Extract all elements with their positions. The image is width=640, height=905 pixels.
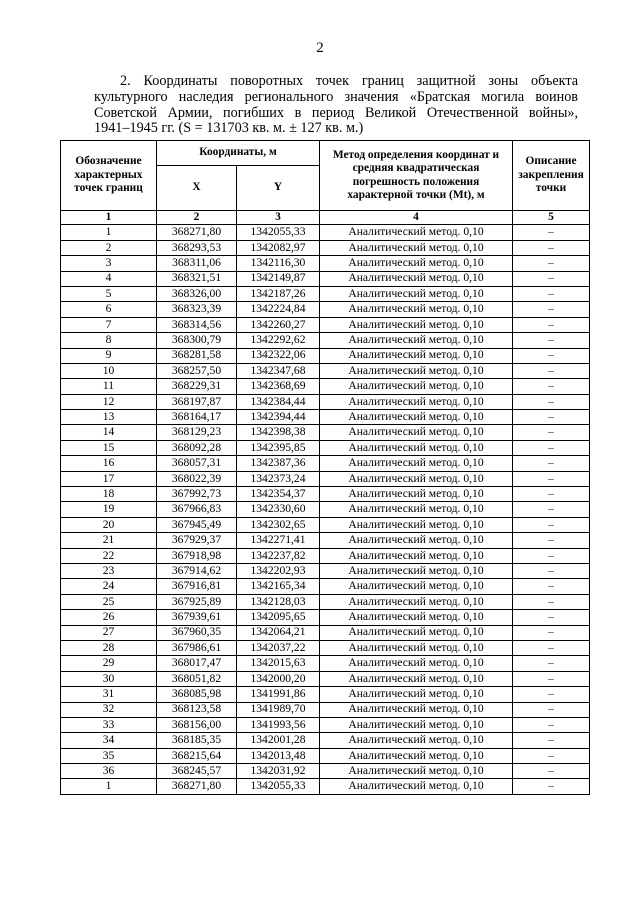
coord-y: 1342116,30 bbox=[237, 256, 320, 271]
method-cell: Аналитический метод. 0,10 bbox=[320, 502, 513, 517]
coord-y: 1342095,65 bbox=[237, 610, 320, 625]
description-cell: – bbox=[513, 671, 590, 686]
description-cell: – bbox=[513, 240, 590, 255]
coord-y: 1342064,21 bbox=[237, 625, 320, 640]
description-cell: – bbox=[513, 656, 590, 671]
point-number: 2 bbox=[61, 240, 157, 255]
coord-x: 368314,56 bbox=[157, 317, 237, 332]
coord-y: 1342271,41 bbox=[237, 533, 320, 548]
coord-x: 368051,82 bbox=[157, 671, 237, 686]
table-row bbox=[61, 256, 590, 271]
coord-x: 368057,31 bbox=[157, 456, 237, 471]
coord-y: 1342237,82 bbox=[237, 548, 320, 563]
description-cell: – bbox=[513, 379, 590, 394]
coord-x: 368257,50 bbox=[157, 363, 237, 378]
description-cell: – bbox=[513, 702, 590, 717]
table-row bbox=[61, 502, 590, 517]
point-number: 8 bbox=[61, 333, 157, 348]
method-cell: Аналитический метод. 0,10 bbox=[320, 748, 513, 763]
description-cell: – bbox=[513, 779, 590, 794]
table-row bbox=[61, 302, 590, 317]
point-number: 5 bbox=[61, 286, 157, 301]
table-row bbox=[61, 487, 590, 502]
method-cell: Аналитический метод. 0,10 bbox=[320, 671, 513, 686]
method-cell: Аналитический метод. 0,10 bbox=[320, 348, 513, 363]
coord-y: 1342292,62 bbox=[237, 333, 320, 348]
description-cell: – bbox=[513, 487, 590, 502]
coord-x: 368311,06 bbox=[157, 256, 237, 271]
point-number: 11 bbox=[61, 379, 157, 394]
method-cell: Аналитический метод. 0,10 bbox=[320, 363, 513, 378]
intro-line-3: Советской Армии, погибших в период Великой Отечественной войны», bbox=[94, 104, 578, 121]
coord-y: 1342055,33 bbox=[237, 225, 320, 240]
coord-y: 1342202,93 bbox=[237, 564, 320, 579]
point-number: 3 bbox=[61, 256, 157, 271]
table-row bbox=[61, 286, 590, 301]
header-coordinates: Координаты, м bbox=[157, 141, 320, 166]
coord-x: 368323,39 bbox=[157, 302, 237, 317]
header-description: Описание закрепления точки bbox=[513, 141, 590, 211]
description-cell: – bbox=[513, 687, 590, 702]
coord-y: 1342347,68 bbox=[237, 363, 320, 378]
column-number: 4 bbox=[320, 211, 513, 225]
description-cell: – bbox=[513, 440, 590, 455]
description-cell: – bbox=[513, 333, 590, 348]
coord-y: 1342165,34 bbox=[237, 579, 320, 594]
method-cell: Аналитический метод. 0,10 bbox=[320, 579, 513, 594]
header-x: X bbox=[157, 166, 237, 211]
table-row bbox=[61, 671, 590, 686]
table-row bbox=[61, 456, 590, 471]
coord-y: 1342394,44 bbox=[237, 410, 320, 425]
column-number: 1 bbox=[61, 211, 157, 225]
method-cell: Аналитический метод. 0,10 bbox=[320, 640, 513, 655]
description-cell: – bbox=[513, 363, 590, 378]
description-cell: – bbox=[513, 471, 590, 486]
table-row bbox=[61, 594, 590, 609]
method-cell: Аналитический метод. 0,10 bbox=[320, 779, 513, 794]
method-cell: Аналитический метод. 0,10 bbox=[320, 302, 513, 317]
point-number: 15 bbox=[61, 440, 157, 455]
coord-x: 368092,28 bbox=[157, 440, 237, 455]
table-row bbox=[61, 379, 590, 394]
coord-x: 367916,81 bbox=[157, 579, 237, 594]
table-row bbox=[61, 471, 590, 486]
table-row bbox=[61, 548, 590, 563]
coord-y: 1342001,28 bbox=[237, 733, 320, 748]
description-cell: – bbox=[513, 548, 590, 563]
point-number: 32 bbox=[61, 702, 157, 717]
table-row bbox=[61, 517, 590, 532]
table-row bbox=[61, 240, 590, 255]
coord-x: 367966,83 bbox=[157, 502, 237, 517]
coord-x: 368017,47 bbox=[157, 656, 237, 671]
method-cell: Аналитический метод. 0,10 bbox=[320, 625, 513, 640]
coord-x: 368129,23 bbox=[157, 425, 237, 440]
table-row bbox=[61, 394, 590, 409]
header-point: Обозначение характерных точек границ bbox=[61, 141, 157, 211]
coord-y: 1342302,65 bbox=[237, 517, 320, 532]
coord-x: 368022,39 bbox=[157, 471, 237, 486]
point-number: 6 bbox=[61, 302, 157, 317]
table-row bbox=[61, 271, 590, 286]
method-cell: Аналитический метод. 0,10 bbox=[320, 564, 513, 579]
method-cell: Аналитический метод. 0,10 bbox=[320, 286, 513, 301]
point-number: 29 bbox=[61, 656, 157, 671]
coord-x: 368164,17 bbox=[157, 410, 237, 425]
point-number: 12 bbox=[61, 394, 157, 409]
description-cell: – bbox=[513, 348, 590, 363]
table-row bbox=[61, 779, 590, 794]
table-row bbox=[61, 533, 590, 548]
coord-y: 1342149,87 bbox=[237, 271, 320, 286]
intro-line-2: культурного наследия регионального значения «Братская могила воинов bbox=[94, 88, 578, 105]
description-cell: – bbox=[513, 594, 590, 609]
description-cell: – bbox=[513, 533, 590, 548]
coord-x: 367925,89 bbox=[157, 594, 237, 609]
method-cell: Аналитический метод. 0,10 bbox=[320, 548, 513, 563]
table-row bbox=[61, 425, 590, 440]
point-number: 28 bbox=[61, 640, 157, 655]
column-numbers-row bbox=[61, 211, 590, 225]
description-cell: – bbox=[513, 579, 590, 594]
coord-x: 367918,98 bbox=[157, 548, 237, 563]
coord-y: 1342187,26 bbox=[237, 286, 320, 301]
table-row bbox=[61, 717, 590, 732]
point-number: 4 bbox=[61, 271, 157, 286]
page-number: 2 bbox=[316, 40, 324, 56]
table-row bbox=[61, 363, 590, 378]
header-y: Y bbox=[237, 166, 320, 211]
point-number: 17 bbox=[61, 471, 157, 486]
coord-y: 1342000,20 bbox=[237, 671, 320, 686]
method-cell: Аналитический метод. 0,10 bbox=[320, 610, 513, 625]
coord-x: 368185,35 bbox=[157, 733, 237, 748]
table-row bbox=[61, 733, 590, 748]
method-cell: Аналитический метод. 0,10 bbox=[320, 702, 513, 717]
method-cell: Аналитический метод. 0,10 bbox=[320, 333, 513, 348]
table-row bbox=[61, 625, 590, 640]
method-cell: Аналитический метод. 0,10 bbox=[320, 717, 513, 732]
coord-x: 368229,31 bbox=[157, 379, 237, 394]
column-number: 2 bbox=[157, 211, 237, 225]
point-number: 30 bbox=[61, 671, 157, 686]
point-number: 10 bbox=[61, 363, 157, 378]
description-cell: – bbox=[513, 764, 590, 779]
method-cell: Аналитический метод. 0,10 bbox=[320, 764, 513, 779]
point-number: 23 bbox=[61, 564, 157, 579]
coord-x: 367939,61 bbox=[157, 610, 237, 625]
column-number: 5 bbox=[513, 211, 590, 225]
coord-x: 368326,00 bbox=[157, 286, 237, 301]
coord-y: 1342395,85 bbox=[237, 440, 320, 455]
point-number: 33 bbox=[61, 717, 157, 732]
coord-x: 367960,35 bbox=[157, 625, 237, 640]
method-cell: Аналитический метод. 0,10 bbox=[320, 687, 513, 702]
point-number: 36 bbox=[61, 764, 157, 779]
description-cell: – bbox=[513, 394, 590, 409]
description-cell: – bbox=[513, 625, 590, 640]
point-number: 13 bbox=[61, 410, 157, 425]
intro-line-4: 1941–1945 гг. (S = 131703 кв. м. ± 127 кв. м.) bbox=[94, 120, 364, 137]
coord-y: 1342260,27 bbox=[237, 317, 320, 332]
table-row bbox=[61, 764, 590, 779]
point-number: 18 bbox=[61, 487, 157, 502]
description-cell: – bbox=[513, 456, 590, 471]
description-cell: – bbox=[513, 225, 590, 240]
coord-y: 1342013,48 bbox=[237, 748, 320, 763]
coord-y: 1342055,33 bbox=[237, 779, 320, 794]
table-row bbox=[61, 640, 590, 655]
point-number: 21 bbox=[61, 533, 157, 548]
coord-x: 367992,73 bbox=[157, 487, 237, 502]
method-cell: Аналитический метод. 0,10 bbox=[320, 517, 513, 532]
description-cell: – bbox=[513, 564, 590, 579]
coord-y: 1342128,03 bbox=[237, 594, 320, 609]
table-row bbox=[61, 440, 590, 455]
method-cell: Аналитический метод. 0,10 bbox=[320, 394, 513, 409]
coord-y: 1342031,92 bbox=[237, 764, 320, 779]
coord-x: 368197,87 bbox=[157, 394, 237, 409]
intro-paragraph bbox=[94, 74, 578, 137]
table-row bbox=[61, 348, 590, 363]
coord-y: 1342398,38 bbox=[237, 425, 320, 440]
description-cell: – bbox=[513, 517, 590, 532]
point-number: 35 bbox=[61, 748, 157, 763]
point-number: 14 bbox=[61, 425, 157, 440]
table-row bbox=[61, 579, 590, 594]
coord-x: 368293,53 bbox=[157, 240, 237, 255]
point-number: 16 bbox=[61, 456, 157, 471]
description-cell: – bbox=[513, 733, 590, 748]
table-body bbox=[61, 225, 590, 794]
coord-x: 368271,80 bbox=[157, 779, 237, 794]
method-cell: Аналитический метод. 0,10 bbox=[320, 656, 513, 671]
coord-y: 1341991,86 bbox=[237, 687, 320, 702]
description-cell: – bbox=[513, 256, 590, 271]
method-cell: Аналитический метод. 0,10 bbox=[320, 594, 513, 609]
method-cell: Аналитический метод. 0,10 bbox=[320, 271, 513, 286]
method-cell: Аналитический метод. 0,10 bbox=[320, 733, 513, 748]
description-cell: – bbox=[513, 502, 590, 517]
column-number: 3 bbox=[237, 211, 320, 225]
point-number: 26 bbox=[61, 610, 157, 625]
description-cell: – bbox=[513, 425, 590, 440]
coord-x: 367986,61 bbox=[157, 640, 237, 655]
intro-line-1: 2. Координаты поворотных точек границ защитной зоны объекта bbox=[120, 73, 578, 89]
description-cell: – bbox=[513, 271, 590, 286]
coord-y: 1342015,63 bbox=[237, 656, 320, 671]
method-cell: Аналитический метод. 0,10 bbox=[320, 440, 513, 455]
point-number: 24 bbox=[61, 579, 157, 594]
coord-y: 1341989,70 bbox=[237, 702, 320, 717]
point-number: 25 bbox=[61, 594, 157, 609]
table-row bbox=[61, 656, 590, 671]
coord-x: 368300,79 bbox=[157, 333, 237, 348]
coord-x: 367929,37 bbox=[157, 533, 237, 548]
point-number: 1 bbox=[61, 225, 157, 240]
description-cell: – bbox=[513, 317, 590, 332]
method-cell: Аналитический метод. 0,10 bbox=[320, 256, 513, 271]
coord-x: 368215,64 bbox=[157, 748, 237, 763]
coord-x: 368245,57 bbox=[157, 764, 237, 779]
table-row bbox=[61, 702, 590, 717]
table-row bbox=[61, 410, 590, 425]
point-number: 20 bbox=[61, 517, 157, 532]
description-cell: – bbox=[513, 748, 590, 763]
method-cell: Аналитический метод. 0,10 bbox=[320, 225, 513, 240]
table-row bbox=[61, 610, 590, 625]
method-cell: Аналитический метод. 0,10 bbox=[320, 379, 513, 394]
coord-x: 368085,98 bbox=[157, 687, 237, 702]
table-row bbox=[61, 564, 590, 579]
table-row bbox=[61, 333, 590, 348]
coord-x: 367914,62 bbox=[157, 564, 237, 579]
point-number: 9 bbox=[61, 348, 157, 363]
method-cell: Аналитический метод. 0,10 bbox=[320, 471, 513, 486]
point-number: 1 bbox=[61, 779, 157, 794]
coord-x: 368321,51 bbox=[157, 271, 237, 286]
coord-y: 1342322,06 bbox=[237, 348, 320, 363]
method-cell: Аналитический метод. 0,10 bbox=[320, 487, 513, 502]
method-cell: Аналитический метод. 0,10 bbox=[320, 317, 513, 332]
description-cell: – bbox=[513, 610, 590, 625]
description-cell: – bbox=[513, 286, 590, 301]
table-row bbox=[61, 687, 590, 702]
method-cell: Аналитический метод. 0,10 bbox=[320, 425, 513, 440]
point-number: 19 bbox=[61, 502, 157, 517]
coord-y: 1342082,97 bbox=[237, 240, 320, 255]
coord-x: 368156,00 bbox=[157, 717, 237, 732]
point-number: 34 bbox=[61, 733, 157, 748]
method-cell: Аналитический метод. 0,10 bbox=[320, 456, 513, 471]
coord-y: 1342384,44 bbox=[237, 394, 320, 409]
point-number: 31 bbox=[61, 687, 157, 702]
coord-y: 1342373,24 bbox=[237, 471, 320, 486]
method-cell: Аналитический метод. 0,10 bbox=[320, 533, 513, 548]
description-cell: – bbox=[513, 302, 590, 317]
coord-y: 1342368,69 bbox=[237, 379, 320, 394]
coord-x: 367945,49 bbox=[157, 517, 237, 532]
table-row bbox=[61, 225, 590, 240]
coord-y: 1341993,56 bbox=[237, 717, 320, 732]
coord-x: 368123,58 bbox=[157, 702, 237, 717]
table-row bbox=[61, 748, 590, 763]
coord-x: 368271,80 bbox=[157, 225, 237, 240]
description-cell: – bbox=[513, 410, 590, 425]
coord-y: 1342330,60 bbox=[237, 502, 320, 517]
header-method: Метод определения координат и средняя квадратическая погрешность положения характерной точки (Mt), м bbox=[320, 141, 513, 211]
point-number: 27 bbox=[61, 625, 157, 640]
coord-y: 1342037,22 bbox=[237, 640, 320, 655]
point-number: 7 bbox=[61, 317, 157, 332]
method-cell: Аналитический метод. 0,10 bbox=[320, 240, 513, 255]
method-cell: Аналитический метод. 0,10 bbox=[320, 410, 513, 425]
table-row bbox=[61, 317, 590, 332]
coord-x: 368281,58 bbox=[157, 348, 237, 363]
description-cell: – bbox=[513, 717, 590, 732]
description-cell: – bbox=[513, 640, 590, 655]
point-number: 22 bbox=[61, 548, 157, 563]
coord-y: 1342224,84 bbox=[237, 302, 320, 317]
coord-y: 1342354,37 bbox=[237, 487, 320, 502]
coordinates-table bbox=[60, 140, 590, 795]
coord-y: 1342387,36 bbox=[237, 456, 320, 471]
